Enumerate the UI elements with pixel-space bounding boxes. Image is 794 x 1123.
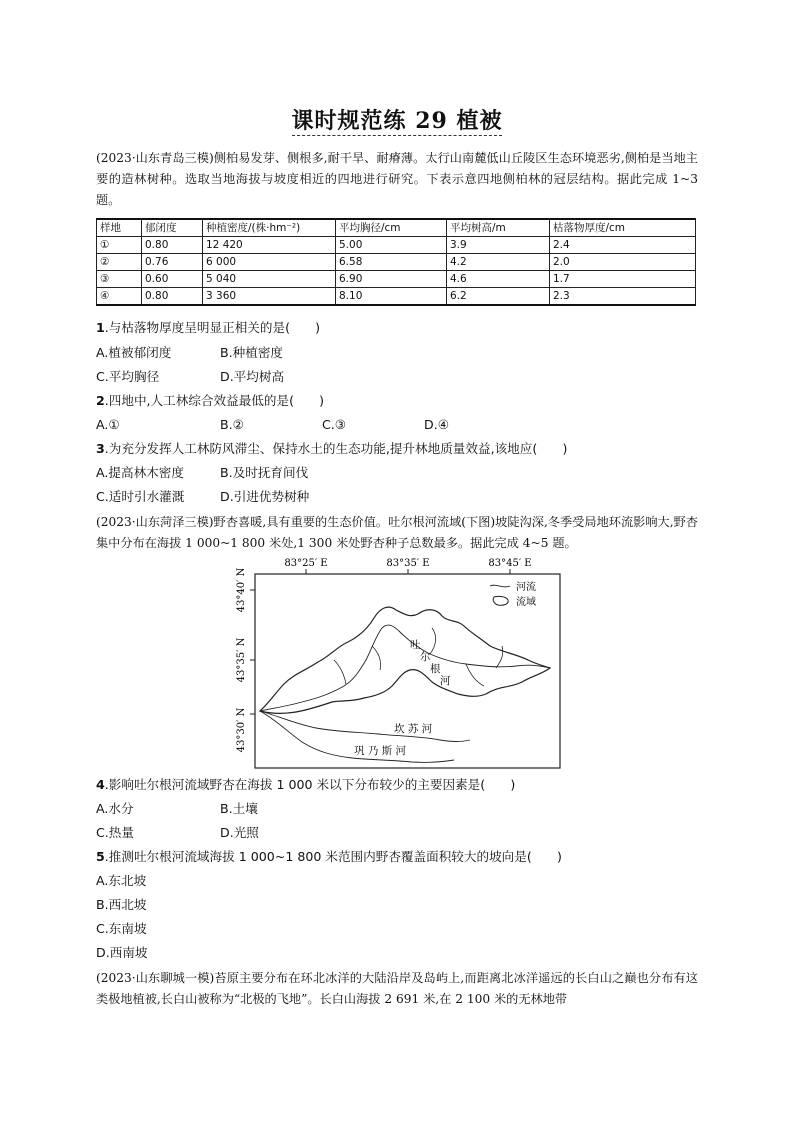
option-c: C.热量	[96, 825, 134, 840]
page-title: 课时规范练 29 植被	[291, 108, 503, 134]
table-cell: 4.6	[447, 271, 550, 288]
table-header-cell: 种植密度/(株·hm⁻²)	[203, 219, 336, 237]
table-header-cell: 平均胸径/cm	[336, 219, 447, 237]
table-header-row	[97, 219, 696, 237]
tuergen-river-basin-map	[226, 556, 566, 772]
table-cell: 2.4	[550, 237, 696, 254]
question-text: .四地中,人工林综合效益最低的是( )	[104, 393, 325, 408]
question-number: 2	[96, 393, 105, 408]
table-cell: 1.7	[550, 271, 696, 288]
option-a: A.提高林木密度	[96, 465, 184, 480]
table-cell: ③	[97, 271, 142, 288]
question-text: .推测吐尔根河流域海拔 1 000~1 800 米范围内野杏覆盖面积较大的坡向是( )	[104, 849, 562, 864]
table-cell: 0.76	[142, 254, 203, 271]
question-text: .与枯落物厚度呈明显正相关的是( )	[104, 320, 321, 335]
option-b: B.土壤	[220, 801, 258, 816]
legend-basin-label: 流域	[516, 597, 536, 608]
intro-passage-3: (2023·山东聊城一模)苔原主要分布在环北冰洋的大陆沿岸及岛屿上,而距离北冰洋遥远的长白山之巅也分布有这类极地植被,长白山被称为“北极的飞地”。长白山海拔 2 691 米,在 2 100 米的无林地带	[96, 971, 698, 1006]
question-5	[96, 848, 562, 866]
option-c: C.适时引水灌溉	[96, 489, 185, 504]
table-cell: 6.2	[447, 288, 550, 306]
option-a: A.东北坡	[96, 873, 147, 888]
option-b: B.②	[220, 417, 244, 432]
kansu-river	[260, 711, 470, 742]
river-label-char: 尔	[420, 651, 431, 663]
table-cell: 6.90	[336, 271, 447, 288]
gongnaisi-river-label: 巩 乃 斯 河	[354, 745, 407, 757]
table-cell: 6 000	[203, 254, 336, 271]
table-cell: 0.80	[142, 288, 203, 306]
table-header-cell: 样地	[97, 219, 142, 237]
option-b: B.西北坡	[96, 897, 147, 912]
option-c: C.东南坡	[96, 921, 147, 936]
table-cell: ④	[97, 288, 142, 306]
option-d: D.引进优势树种	[220, 489, 310, 504]
table-cell: 4.2	[447, 254, 550, 271]
option-b: B.及时抚育间伐	[220, 465, 309, 480]
question-4	[96, 776, 515, 794]
table-header-cell: 平均树高/m	[447, 219, 550, 237]
option-d: D.平均树高	[220, 369, 285, 384]
option-d: D.光照	[220, 825, 259, 840]
legend-river-symbol	[490, 585, 510, 587]
table-cell: 8.10	[336, 288, 447, 306]
table-cell: 3 360	[203, 288, 336, 306]
intro-passage-1: (2023·山东青岛三模)侧柏易发芽、侧根多,耐干旱、耐瘠薄。太行山南麓低山丘陵区生态环境恶劣,侧柏是当地主要的造林树种。选取当地海拔与坡度相近的四地进行研究。下表示意四地侧柏林的冠层结构。据此完成 1~3 题。	[96, 151, 698, 207]
tuergen-river	[260, 625, 550, 711]
question-1	[96, 319, 320, 337]
question-number: 3	[96, 441, 105, 456]
option-a: A.植被郁闭度	[96, 345, 172, 360]
table-cell: 2.3	[550, 288, 696, 306]
option-c: C.③	[322, 417, 347, 432]
question-number: 5	[96, 849, 105, 864]
table-cell: 0.60	[142, 271, 203, 288]
legend-basin-symbol	[493, 596, 508, 605]
latitude-label: 43°30′ N	[236, 707, 247, 753]
option-d: D.西南坡	[96, 945, 148, 960]
question-number: 1	[96, 320, 105, 335]
question-2	[96, 392, 324, 410]
table-header-cell: 枯落物厚度/cm	[550, 219, 696, 237]
table-cell: 12 420	[203, 237, 336, 254]
legend-river-label: 河流	[516, 582, 536, 593]
table-row	[97, 237, 696, 254]
table-row	[97, 254, 696, 271]
table-cell: 3.9	[447, 237, 550, 254]
option-a: A.①	[96, 417, 120, 432]
basin-boundary	[260, 607, 550, 713]
table-row	[97, 271, 696, 288]
table-cell: ①	[97, 237, 142, 254]
river-label-char: 河	[440, 675, 451, 687]
question-text: .影响吐尔根河流域野杏在海拔 1 000 米以下分布较少的主要因素是( )	[104, 777, 516, 792]
latitude-label: 43°35′ N	[236, 637, 247, 683]
canopy-structure-table	[96, 218, 696, 306]
option-c: C.平均胸径	[96, 369, 160, 384]
table-cell: 5.00	[336, 237, 447, 254]
option-d: D.④	[424, 417, 449, 432]
longitude-label: 83°45′ E	[488, 558, 532, 569]
table-cell: 0.80	[142, 237, 203, 254]
longitude-label: 83°35′ E	[386, 558, 430, 569]
question-3	[96, 440, 567, 458]
question-number: 4	[96, 777, 105, 792]
table-cell: 2.0	[550, 254, 696, 271]
table-header-cell: 郁闭度	[142, 219, 203, 237]
river-label-char: 吐	[410, 639, 421, 651]
table-cell: ②	[97, 254, 142, 271]
latitude-label: 43°40′ N	[236, 567, 247, 613]
option-b: B.种植密度	[220, 345, 284, 360]
longitude-label: 83°25′ E	[284, 558, 328, 569]
table-cell: 5 040	[203, 271, 336, 288]
kansu-river-label: 坎 苏 河	[394, 723, 433, 735]
question-text: .为充分发挥人工林防风滞尘、保持水土的生态功能,提升林地质量效益,该地应( )	[104, 441, 568, 456]
table-cell: 6.58	[336, 254, 447, 271]
intro-passage-2: (2023·山东菏泽三模)野杏喜暖,具有重要的生态价值。吐尔根河流域(下图)坡陡沟深,冬季受局地环流影响大,野杏集中分布在海拔 1 000~1 800 米处,1 300 米处野杏种子总数最多。据此完成 4~5 题。	[96, 515, 698, 550]
option-a: A.水分	[96, 801, 134, 816]
table-row	[97, 288, 696, 306]
river-label-char: 根	[430, 663, 441, 675]
